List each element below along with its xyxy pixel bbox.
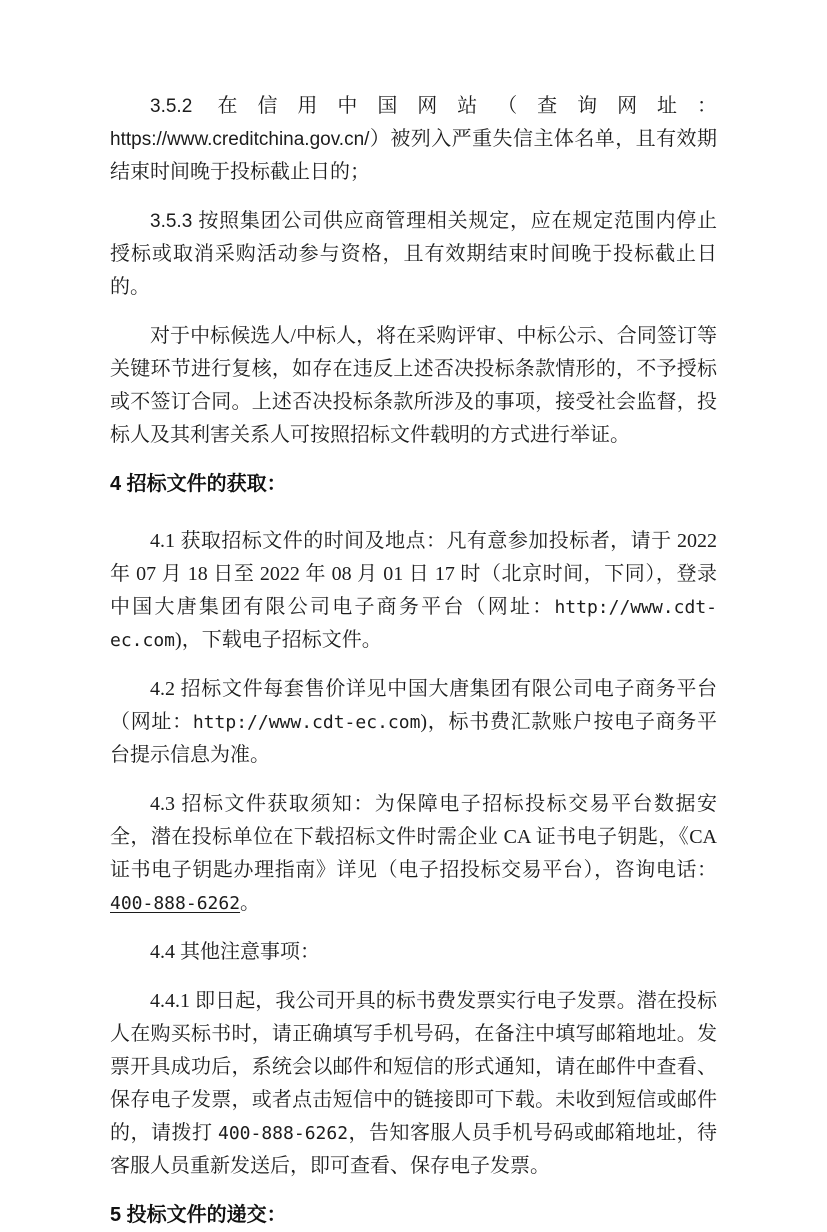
clause-4-2	[110, 673, 717, 772]
clause-4-1	[110, 525, 717, 657]
text-run: )，下载电子招标文件。	[175, 629, 382, 651]
url-creditchina: https://www.creditchina.gov.cn/	[110, 129, 370, 150]
text-run: 4.1 获取招标文件的时间及地点：凡有意参加投标者，请于 2022 年 07 月 18 日至 2022 年 08 月 01 日 17 时（北京时间，下同），登录中国大唐集团有限公司电子商务平台（网址：	[110, 530, 717, 618]
text-run: 4.4 其他注意事项：	[150, 941, 320, 963]
phone-number: 400-888-6262	[218, 1123, 349, 1144]
text-run: ）被列入严重失信主体名单，且有效期结束时间晚于投标截止日的；	[110, 128, 717, 183]
heading-text: 5 投标文件的递交：	[110, 1204, 287, 1226]
document-body	[110, 90, 717, 1232]
text-run: 对于中标候选人/中标人，将在采购评审、中标公示、合同签订等关键环节进行复核，如存在违反上述否决投标条款情形的，不予授标或不签订合同。上述否决投标条款所涉及的事项，接受社会监督，投标人及其利害关系人可按照招标文件载明的方式进行举证。	[110, 325, 717, 446]
text-run: )，标书费汇款账户按电子商务平台提示信息为准。	[110, 711, 717, 766]
clause-4-4	[110, 936, 717, 969]
text-run: 4.3 招标文件获取须知：为保障电子招标投标交易平台数据安全，潜在投标单位在下载招标文件时需企业 CA 证书电子钥匙，《CA 证书电子钥匙办理指南》详见（电子招投标交易平台），咨询电话：	[110, 793, 717, 881]
text-run: 在信用中国网站（查询网址：	[217, 95, 717, 117]
clause-number: 3.5.2	[150, 96, 218, 117]
phone-number: 400-888-6262	[110, 893, 241, 914]
text-run: 4.4.1 即日起，我公司开具的标书费发票实行电子发票。潜在投标人在购买标书时，请正确填写手机号码，在备注中填写邮箱地址。发票开具成功后，系统会以邮件和短信的形式通知，请在邮件中查看、保存电子发票，或者点击短信中的链接即可下载。未收到短信或邮件的，请拨打	[110, 990, 717, 1144]
clause-3-5-3	[110, 205, 717, 304]
clause-review-note	[110, 320, 717, 452]
text-run: ，告知客服人员手机号码或邮箱地址，待客服人员重新发送后，即可查看、保存电子发票。	[110, 1122, 718, 1177]
text-run: 。	[240, 892, 261, 914]
text-run: 4.2 招标文件每套售价详见中国大唐集团有限公司电子商务平台（网址：	[110, 678, 717, 733]
url-cdt-ec: http://www.cdt-ec.com	[192, 712, 421, 733]
url-cdt-ec: http://www.cdt-ec.com	[110, 597, 717, 651]
heading-section-4	[110, 468, 717, 501]
heading-text: 4 招标文件的获取：	[110, 473, 287, 495]
text-run: 按照集团公司供应商管理相关规定，应在规定范围内停止授标或取消采购活动参与资格，且有效期结束时间晚于投标截止日的。	[110, 210, 718, 298]
clause-3-5-2	[110, 90, 717, 189]
clause-4-3	[110, 788, 717, 920]
clause-number: 3.5.3	[150, 211, 199, 232]
clause-4-4-1	[110, 985, 717, 1183]
heading-section-5	[110, 1199, 717, 1232]
